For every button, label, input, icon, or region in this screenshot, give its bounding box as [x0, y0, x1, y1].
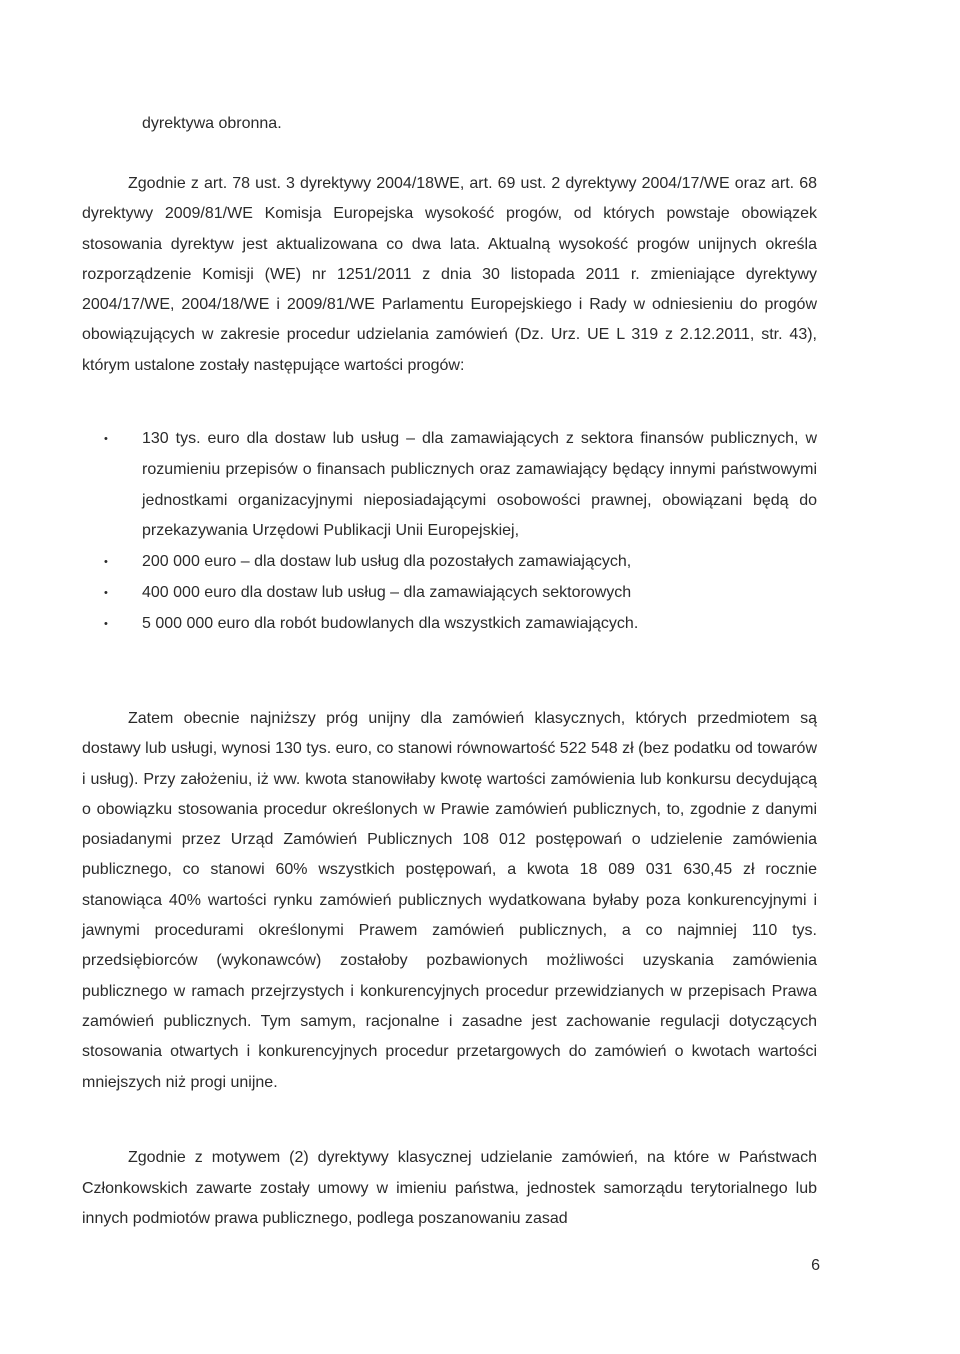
- list-item-text: 130 tys. euro dla dostaw lub usług – dla zamawiających z sektora finansów publicznych, w rozumieniu przepisów o finansach publicznych oraz zamawiający będący innymi państwowymi jednostkami organizacyjnymi nieposiadającymi osobowości prawnej, obowiązani będą do przekazywania Urzędowi Publikacji Unii Europejskiej,: [142, 430, 817, 540]
- list-item-text: 400 000 euro dla dostaw lub usług – dla zamawiających sektorowych: [142, 583, 632, 601]
- paragraph-thresholds-intro: Zgodnie z art. 78 ust. 3 dyrektywy 2004/18WE, art. 69 ust. 2 dyrektywy 2004/17/WE oraz art. 68 dyrektywy 2009/81/WE Komisja Europejska wysokość progów, od których powstaje obowiązek stosowania dyrektyw jest aktualizowana co dwa lata. Aktualną wysokość progów unijnych określa rozporządzenie Komisji (WE) nr 1251/2011 z dnia 30 listopada 2011 r. zmieniające dyrektywy 2004/17/WE, 2004/18/WE i 2009/81/WE Parlamentu Europejskiego i Rady w odniesieniu do progów obowiązujących w zakresie procedur udzielania zamówień (Dz. Urz. UE L 319 z 2.12.2011, str. 43), którym ustalone zostały następujące wartości progów:: [82, 175, 817, 374]
- bullet-icon: •: [104, 556, 108, 569]
- list-item: [82, 578, 817, 609]
- list-item: [82, 547, 817, 578]
- page-number: 6: [811, 1257, 820, 1274]
- bullet-icon: •: [104, 433, 108, 445]
- thresholds-list: [82, 424, 817, 640]
- bullet-icon: •: [104, 617, 108, 630]
- list-item: [82, 424, 817, 547]
- paragraph-recital: Zgodnie z motywem (2) dyrektywy klasycznej udzielanie zamówień, na które w Państwach Członkowskich zawarte zostały umowy w imieniu państwa, jednostek samorządu terytorialnego lub innych podmiotów prawa publicznego, podlega poszanowaniu zasad: [82, 1149, 817, 1227]
- list-item-text: 200 000 euro – dla dostaw lub usług dla pozostałych zamawiających,: [142, 553, 632, 571]
- paragraph-lowest-threshold: Zatem obecnie najniższy próg unijny dla zamówień klasycznych, których przedmiotem są dostawy lub usługi, wynosi 130 tys. euro, co stanowi równowartość 522 548 zł (bez podatku od towarów i usług). Przy założeniu, iż ww. kwota stanowiłaby kwotę wartości zamówienia lub konkursu decydującą o obowiązku stosowania procedur określonych w Prawie zamówień publicznych, to, zgodnie z danymi posiadanymi przez Urząd Zamówień Publicznych 108 012 postępowań o udzielenie zamówienia publicznego, co stanowi 60% wszystkich postępowań, a kwota 18 089 031 630,45 zł rocznie stanowiąca 40% wartości rynku zamówień publicznych wydatkowana byłaby poza konkurencyjnymi i jawnymi procedurami określonymi Prawem zamówień publicznych, a co najmniej 110 tys. przedsiębiorców (wykonawców) zostałoby pozbawionych możliwości uzyskania zamówienia publicznego w ramach przejrzystych i konkurencyjnych procedur przewidzianych w przepisach Prawa zamówień publicznych. Tym samym, racjonalne i zasadne jest zachowanie regulacji dotyczących stosowania otwartych i konkurencyjnych procedur przetargowych do zamówień o kwotach wartości mniejszych niż progi unijne.: [82, 710, 817, 1091]
- list-item-text: 5 000 000 euro dla robót budowlanych dla wszystkich zamawiających.: [142, 614, 639, 632]
- bullet-icon: •: [104, 586, 108, 599]
- list-item: [82, 609, 817, 640]
- continuation-line: dyrektywa obronna.: [142, 115, 282, 132]
